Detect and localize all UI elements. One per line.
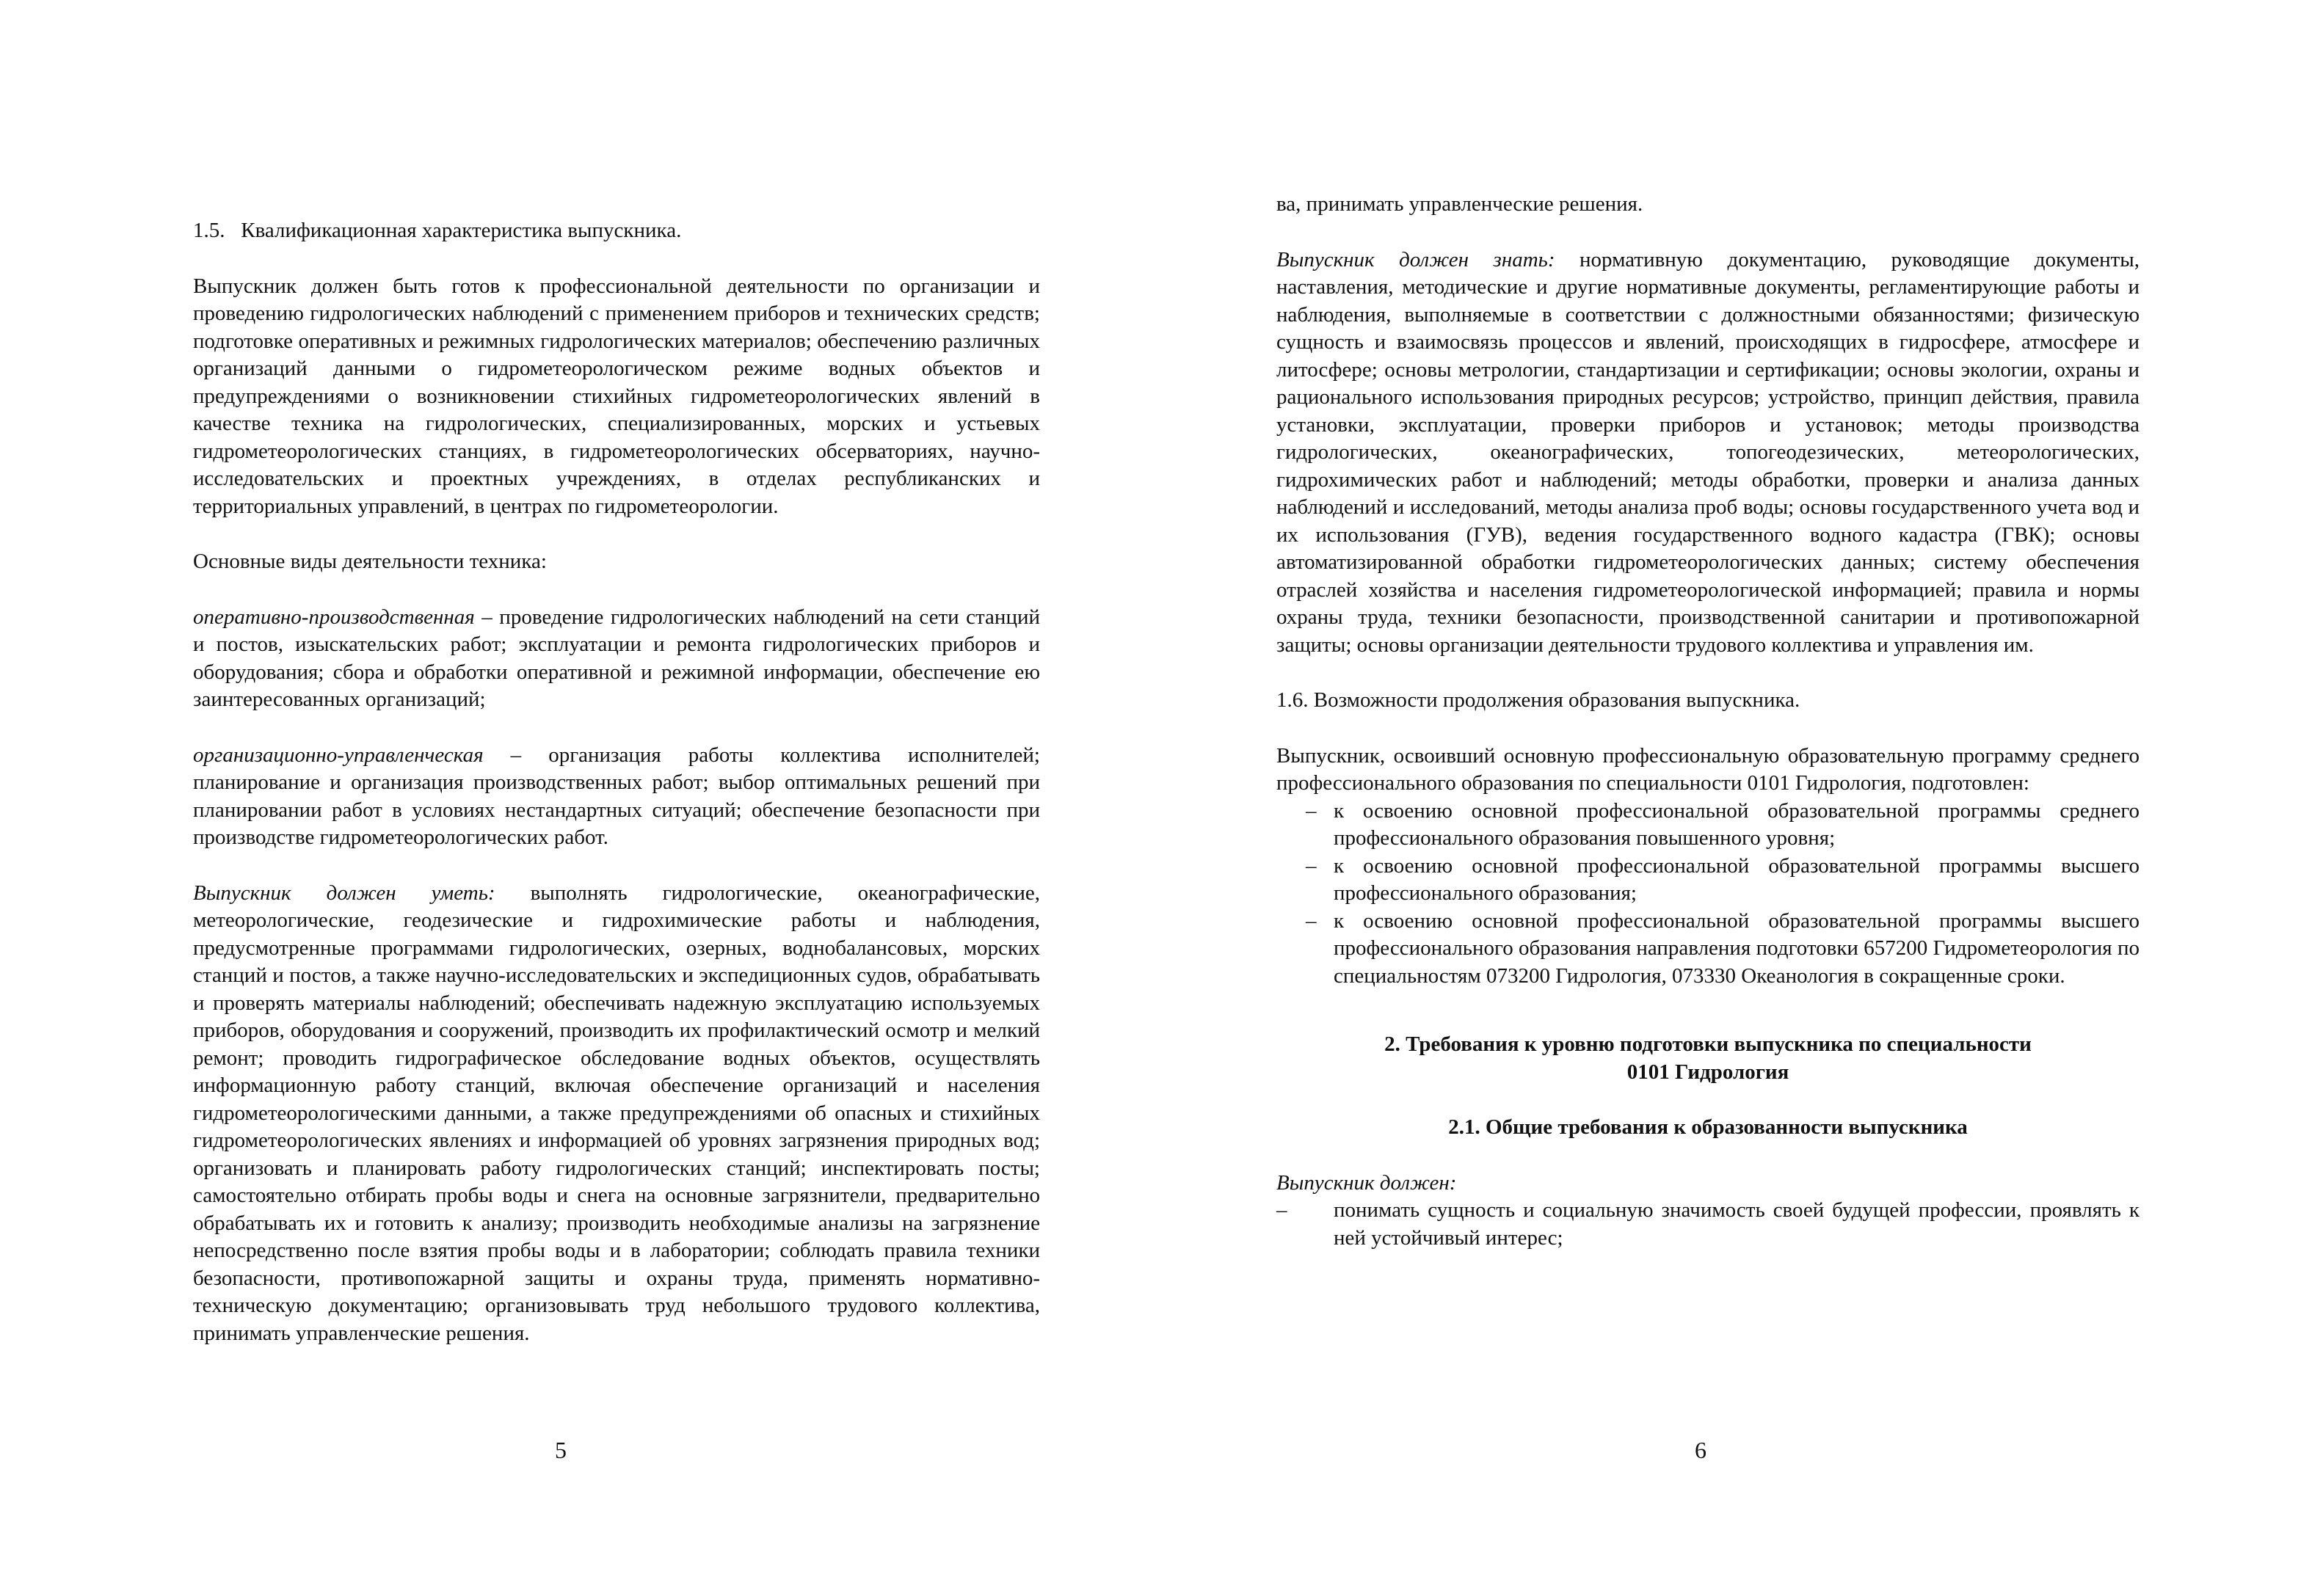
section-2-title-line1: 2. Требования к уровню подготовки выпускника по специальности bbox=[1384, 1032, 2032, 1056]
section-2-1-title-text: 2.1. Общие требования к образованности выпускника bbox=[1448, 1115, 1968, 1139]
right-page bbox=[1156, 0, 2312, 1596]
para-1-6-text: Выпускник, освоивший основную профессиональную образовательную программу среднего профессионального образования по специальности 0101 Гидрология, подготовлен: bbox=[1276, 743, 2140, 795]
skills-text: выполнять гидрологические, океанографические, метеорологические, геодезические и гидрохимические работы и наблюдения, предусмотренные программами гидрологических, озерных, воднобалансовых, морских станций и постов, а также научно-исследовательских и экспедиционных судов, обрабатывать и проверять материалы наблюдений; обеспечивать надежную эксплуатацию используемых приборов, оборудования и сооружений, производить их профилактический осмотр и мелкий ремонт; проводить гидрографическое обследование водных объектов, осуществлять информационную работу станций, включая обеспечение организаций и населения гидрометеорологическими данными, а также предупреждениями об опасных и стихийных гидрометеорологических явлениях и информацией об уровнях загрязнения природных вод; организовать и планировать работу гидрологических станций; инспектировать посты; самостоятельно отбирать пробы воды и снега на основные загрязнители, предварительно обрабатывать их и готовить к анализу; производить необходимые анализы на загрязнение непосредственно после взятия пробы воды и в лаборатории; соблюдать правила техники безопасности, противопожарной защиты и охраны труда, применять нормативно-техническую документацию; организовывать труд небольшого трудового коллектива, принимать управленческие решения. bbox=[193, 881, 1040, 1345]
activities-heading bbox=[193, 548, 1040, 576]
list-item-text: понимать сущность и социальную значимость своей будущей профессии, проявлять к ней устойчивый интерес; bbox=[1334, 1198, 2140, 1250]
activity-organizational-term: организационно-управленческая bbox=[193, 743, 484, 767]
list-item-text: к освоению основной профессиональной образовательной программы высшего профессионального образования направления подготовки 657200 Гидрометеорология по специальностям 073200 Гидрология, 073330 Океанология в сокращенные сроки. bbox=[1334, 908, 2140, 988]
activity-operational-text: – проведение гидрологических наблюдений на сети станций и постов, изыскательских работ; эксплуатации и ремонта гидрологических приборов и оборудования; сбора и обработки оперативной и режимной информации, обеспечение ею заинтересованных организаций; bbox=[193, 605, 1040, 711]
list-item bbox=[1276, 908, 2140, 991]
skills-term: Выпускник должен уметь: bbox=[193, 881, 495, 905]
section-1-6-title bbox=[1276, 687, 2140, 715]
list-item bbox=[1276, 853, 2140, 908]
knowledge-term: Выпускник должен знать: bbox=[1276, 247, 1555, 272]
continuation-line bbox=[1276, 191, 2140, 219]
intro-paragraph bbox=[193, 273, 1040, 521]
para-1-6 bbox=[1276, 743, 2140, 798]
section-1-5-title bbox=[193, 217, 1040, 245]
knowledge-paragraph bbox=[1276, 247, 2140, 660]
continuation-options-list bbox=[1276, 798, 2140, 991]
page-number-right: 6 bbox=[1695, 1437, 1706, 1463]
must-list bbox=[1276, 1197, 2140, 1252]
activity-organizational-text: – организация работы коллектива исполнителей; планирование и организация производственных работ; выбор оптимальных решений при планировании работ в условиях нестандартных ситуаций; обеспечение безопасности при производстве гидрометеорологических работ. bbox=[193, 743, 1040, 849]
dash-marker: – bbox=[1306, 853, 1317, 878]
section-2-title bbox=[1276, 1031, 2140, 1086]
list-item-text: к освоению основной профессиональной образовательной программы высшего профессионального образования; bbox=[1334, 853, 2140, 905]
must-label-text: Выпускник должен: bbox=[1276, 1170, 1457, 1195]
dash-marker: – bbox=[1306, 908, 1317, 933]
section-1-5-title-text: 1.5. Квалификационная характеристика выпускника. bbox=[193, 219, 682, 242]
list-item bbox=[1276, 1197, 2140, 1252]
skills-paragraph bbox=[193, 880, 1040, 1348]
knowledge-text: нормативную документацию, руководящие документы, наставления, методические и другие нормативные документы, регламентирующие работы и наблюдения, выполняемые в соответствии с должностными обязанностями; физическую сущность и взаимосвязь процессов и явлений, происходящих в гидросфере, атмосфере и литосфере; основы метрологии, стандартизации и сертификации; основы экологии, охраны и рационального использования природных ресурсов; устройство, принцип действия, правила установки, эксплуатации, проверки приборов и установок; методы производства гидрологических, океанографических, топогеодезических, метеорологических, гидрохимических работ и наблюдений; методы обработки, проверки и анализа данных наблюдений и исследований, методы анализа проб воды; основы государственного учета вод и их использования (ГУВ), ведения государственного водного кадастра (ГВК); основы автоматизированной обработки гидрометеорологических данных; систему обеспечения отраслей хозяйства и населения гидрометеорологической информацией; правила и нормы охраны труда, техники безопасности, производственной санитарии и противопожарной защиты; основы организации деятельности трудового коллектива и управления им. bbox=[1276, 247, 2140, 657]
list-item bbox=[1276, 798, 2140, 853]
dash-marker: – bbox=[1306, 798, 1317, 823]
activity-operational bbox=[193, 604, 1040, 714]
activities-heading-text: Основные виды деятельности техника: bbox=[193, 550, 547, 573]
dash-marker: – bbox=[1276, 1198, 1287, 1222]
activity-organizational bbox=[193, 742, 1040, 852]
continuation-text: ва, принимать управленческие решения. bbox=[1276, 192, 1643, 216]
page-number-left: 5 bbox=[555, 1437, 567, 1463]
left-page-body bbox=[193, 217, 1040, 1347]
intro-paragraph-text: Выпускник должен быть готов к профессиональной деятельности по организации и проведению гидрологических наблюдений с применением приборов и технических средств; подготовке оперативных и режимных гидрологических материалов; обеспечению различных организаций данными о гидрометеорологическом режиме водных объектов и предупреждениями о возникновении стихийных гидрометеорологических явлений в качестве техника на гидрологических, специализированных, морских и устьевых гидрометеорологических станциях, в гидрометеорологических обсерваториях, научно-исследовательских и проектных учреждениях, в отделах республиканских и территориальных управлений, в центрах по гидрометеорологии. bbox=[193, 274, 1040, 518]
section-1-6-title-text: 1.6. Возможности продолжения образования выпускника. bbox=[1276, 688, 1800, 712]
must-label bbox=[1276, 1170, 2140, 1198]
list-item-text: к освоению основной профессиональной образовательной программы среднего профессионального образования повышенного уровня; bbox=[1334, 798, 2140, 850]
section-2-1-title bbox=[1276, 1114, 2140, 1142]
activity-operational-term: оперативно-производственная bbox=[193, 605, 475, 629]
right-page-body bbox=[1276, 191, 2140, 1252]
section-2-title-line2: 0101 Гидрология bbox=[1626, 1060, 1789, 1084]
